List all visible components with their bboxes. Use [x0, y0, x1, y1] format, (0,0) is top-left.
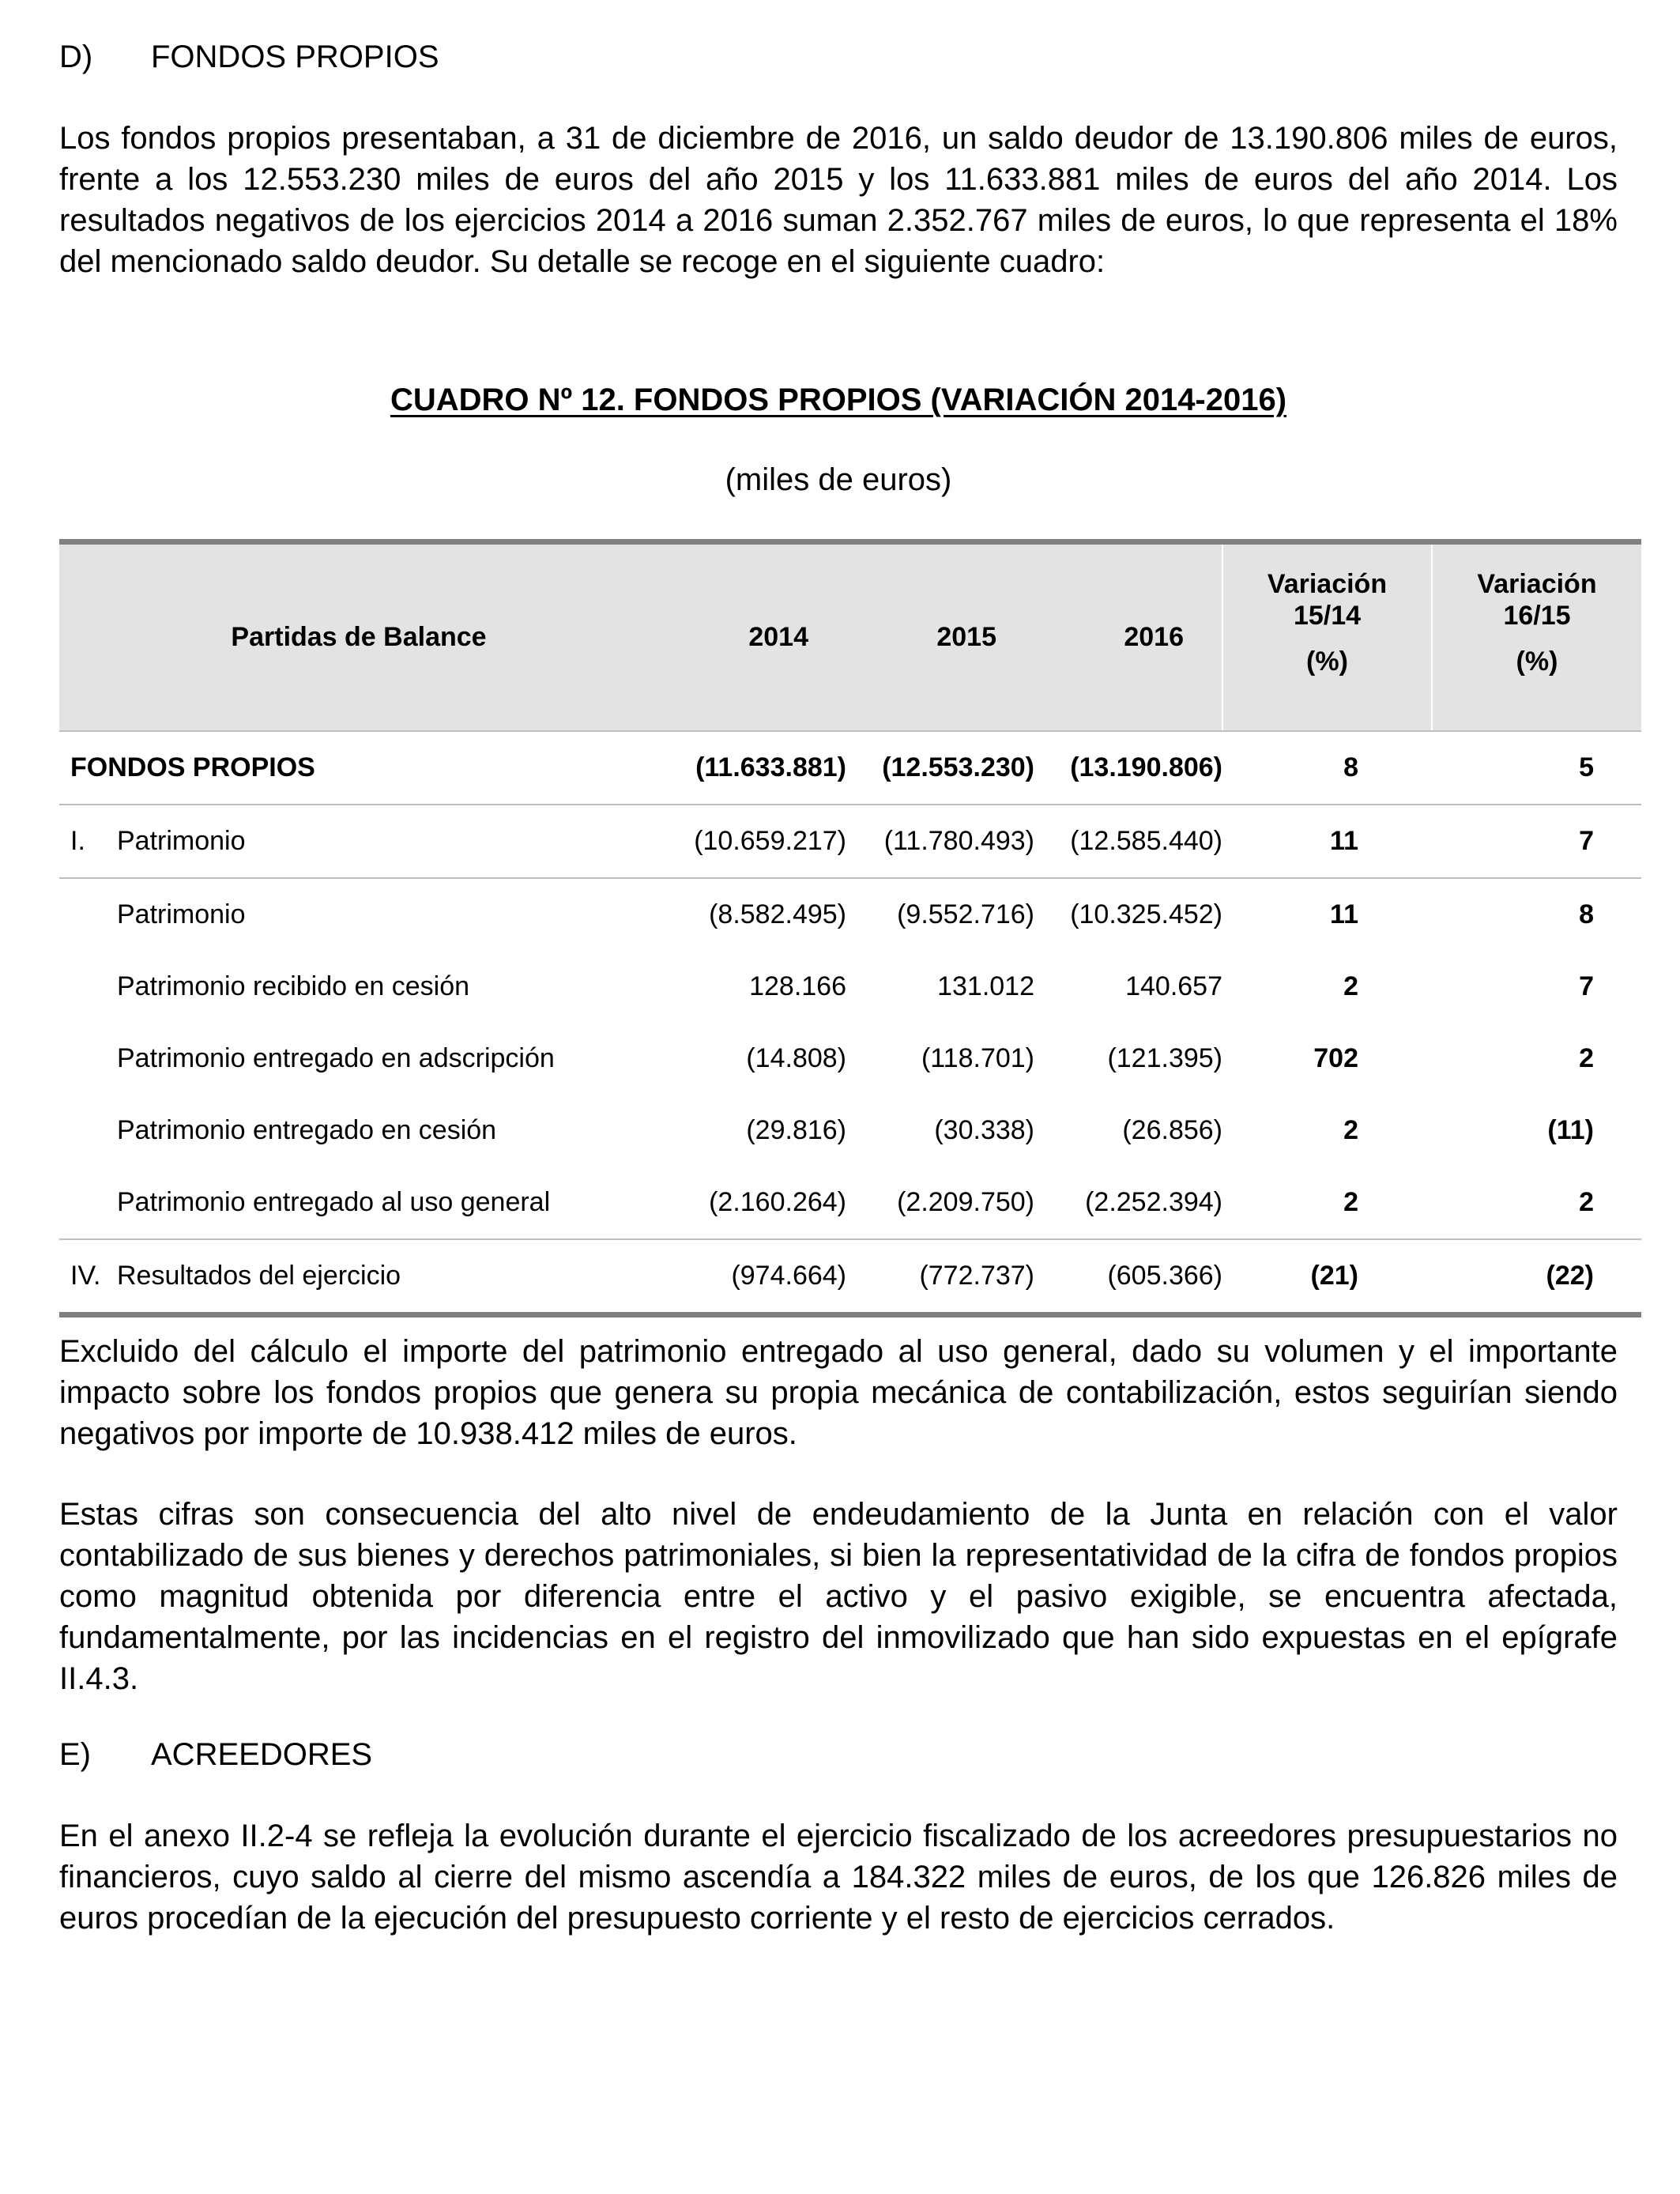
cell-var1: 11	[1330, 826, 1358, 856]
cell-var1: (21)	[1310, 1261, 1358, 1291]
paragraph-fondos-propios: Los fondos propios presentaban, a 31 de diciembre de 2016, un saldo deudor de 13.190.806 miles de euros, frente a los 12.553.230 miles de euros del año 2015 y los 11.633.881 miles de euros del año 2014. Los resultados negativos de los ejercicios 2014 a 2016 suman 2.352.767 miles de euros, lo que representa el 18% del mencionado saldo deudor. Su detalle se recoge en el siguiente cuadro:	[59, 121, 1618, 279]
section-d-title: FONDOS PROPIOS	[151, 40, 439, 74]
row-label: Resultados del ejercicio	[117, 1261, 401, 1291]
paragraph-excluido: Excluido del cálculo el importe del patrimonio entregado al uso general, dado su volumen y el importante impacto sobre los fondos propios que genera su propia mecánica de contabilización, estos seguirían siendo negativos por importe de 10.938.412 miles de euros.	[59, 1334, 1618, 1451]
cell-2015: (12.553.230)	[882, 752, 1034, 782]
cell-2016: (26.856)	[1122, 1115, 1222, 1145]
table-unit: (miles de euros)	[725, 462, 952, 497]
table-row	[59, 1239, 1641, 1315]
cell-2014: (14.808)	[746, 1043, 846, 1073]
header-var2-line2: 16/15	[1503, 601, 1571, 631]
cell-var1: 11	[1330, 899, 1358, 929]
header-variacion-16-15	[1432, 542, 1641, 732]
cell-2016: (121.395)	[1107, 1043, 1222, 1073]
cell-2015: (118.701)	[921, 1043, 1034, 1073]
cell-2015: (2.209.750)	[897, 1187, 1034, 1217]
row-label: FONDOS PROPIOS	[70, 752, 315, 782]
cell-var1: 2	[1343, 1115, 1358, 1145]
cell-2014: (10.659.217)	[694, 826, 846, 856]
table-row	[59, 951, 1641, 1023]
table-title: CUADRO Nº 12. FONDOS PROPIOS (VARIACIÓN 2014-2016)	[390, 383, 1287, 417]
table-row	[59, 805, 1641, 878]
cell-var2: 2	[1579, 1187, 1594, 1217]
header-var1-line2: 15/14	[1293, 601, 1362, 631]
fondos-propios-table	[59, 539, 1641, 1318]
cell-2015: 131.012	[937, 971, 1034, 1001]
row-label: Patrimonio entregado al uso general	[117, 1187, 551, 1217]
cell-var2: 2	[1579, 1043, 1594, 1073]
header-var2-line1: Variación	[1477, 569, 1597, 599]
section-d-heading	[59, 38, 439, 76]
row-label: Patrimonio	[117, 826, 246, 856]
table-row	[59, 1095, 1641, 1167]
header-2014: 2014	[658, 542, 846, 732]
cell-var2: (11)	[1547, 1115, 1594, 1145]
table-row	[59, 1023, 1641, 1095]
cell-2016: 140.657	[1125, 971, 1222, 1001]
cell-var2: 5	[1579, 752, 1594, 782]
cell-2015: (11.780.493)	[883, 826, 1034, 856]
cell-2016: (10.325.452)	[1070, 899, 1222, 929]
row-number: IV.	[70, 1261, 101, 1291]
cell-2014: (2.160.264)	[709, 1187, 846, 1217]
table-row	[59, 878, 1641, 951]
cell-var2: 7	[1579, 826, 1594, 856]
cell-2015: (9.552.716)	[897, 899, 1034, 929]
header-variacion-15-14	[1222, 542, 1432, 732]
cell-2015: (30.338)	[934, 1115, 1034, 1145]
section-e-heading	[59, 1736, 372, 1774]
header-partidas: Partidas de Balance	[59, 542, 658, 732]
cell-2016: (13.190.806)	[1070, 752, 1222, 782]
section-e-title: ACREEDORES	[151, 1737, 373, 1772]
header-var1-pct: (%)	[1306, 647, 1348, 677]
cell-var2: 7	[1579, 971, 1594, 1001]
cell-var1: 702	[1313, 1043, 1358, 1073]
table-header-row	[59, 542, 1641, 732]
row-label: Patrimonio entregado en cesión	[117, 1115, 497, 1145]
row-number: I.	[70, 826, 85, 856]
cell-2014: (8.582.495)	[709, 899, 846, 929]
row-label: Patrimonio entregado en adscripción	[117, 1043, 555, 1073]
header-2015: 2015	[846, 542, 1034, 732]
section-d-letter: D)	[59, 40, 93, 74]
header-var2-pct: (%)	[1516, 647, 1558, 677]
section-e-letter: E)	[59, 1737, 91, 1772]
cell-2016: (2.252.394)	[1085, 1187, 1222, 1217]
header-var1-line1: Variación	[1267, 569, 1388, 599]
row-label: Patrimonio recibido en cesión	[117, 971, 470, 1001]
cell-2016: (605.366)	[1107, 1261, 1222, 1291]
cell-var1: 2	[1343, 971, 1358, 1001]
cell-2016: (12.585.440)	[1070, 826, 1222, 856]
table-row	[59, 731, 1641, 805]
cell-var1: 8	[1343, 752, 1358, 782]
paragraph-acreedores: En el anexo II.2-4 se refleja la evolución durante el ejercicio fiscalizado de los acreedores presupuestarios no financieros, cuyo saldo al cierre del mismo ascendía a 184.322 miles de euros, de los que 126.826 miles de euros procedían de la ejecución del presupuesto corriente y el resto de ejercicios cerrados.	[59, 1819, 1618, 1936]
table-row	[59, 1167, 1641, 1239]
header-2016: 2016	[1034, 542, 1222, 732]
cell-2014: (11.633.881)	[695, 752, 846, 782]
cell-var2: (22)	[1546, 1261, 1594, 1291]
cell-2014: 128.166	[749, 971, 846, 1001]
cell-var2: 8	[1579, 899, 1594, 929]
cell-2015: (772.737)	[919, 1261, 1034, 1291]
cell-2014: (974.664)	[731, 1261, 846, 1291]
cell-2014: (29.816)	[746, 1115, 846, 1145]
cell-var1: 2	[1343, 1187, 1358, 1217]
row-label: Patrimonio	[117, 899, 246, 929]
paragraph-cifras: Estas cifras son consecuencia del alto nivel de endeudamiento de la Junta en relación con el valor contabilizado de sus bienes y derechos patrimoniales, si bien la representatividad de la cifra de fondos propios como magnitud obtenida por diferencia entre el activo y el pasivo exigible, se encuentra afectada, fundamentalmente, por las incidencias en el registro del inmovilizado que han sido expuestas en el epígrafe II.4.3.	[59, 1497, 1618, 1696]
